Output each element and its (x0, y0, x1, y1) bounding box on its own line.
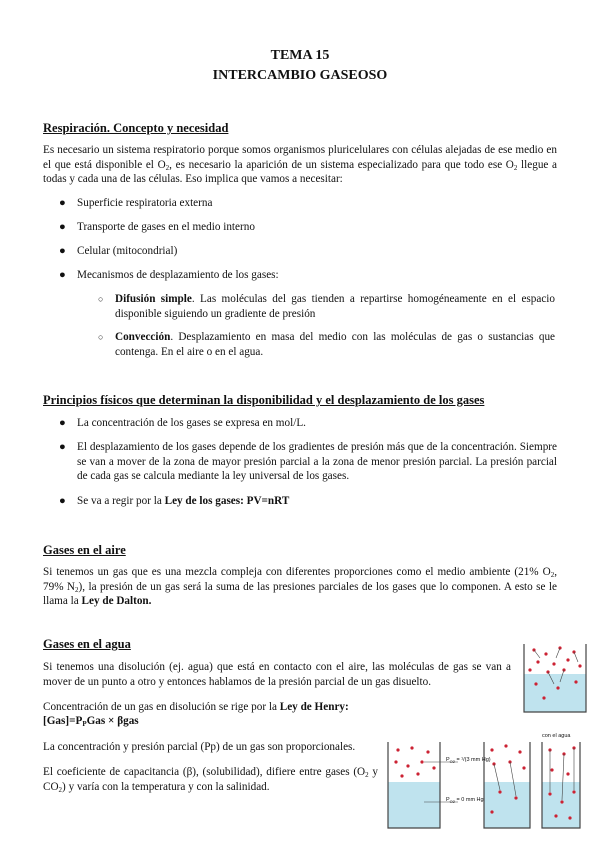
disolucion-paragraph: Si tenemos una disolución (ej. agua) que está en contacto con el aire, las moléculas de gas se van a mover de un punto a otro y entonces hablamos de la presión parcial de un gas disuelto. (43, 661, 511, 688)
section-heading-principios: Principios físicos que determinan la disponibilidad y el desplazamiento de los gases (43, 393, 485, 407)
three-beakers-figure (384, 732, 584, 832)
dalton-paragraph: Si tenemos un gas que es una mezcla compleja con diferentes proporciones como el medio ambiente (21% $O_2$, 79% $N_2$), la presión de un gas será la suma de las presiones parciales de los gases que lo componen. A esto se le llama la Ley de Dalton. (43, 566, 558, 608)
beaker-diffusion-figure (520, 640, 590, 716)
section-heading-gases-aire: Gases en el aire (43, 543, 126, 557)
section-heading-respiracion: Respiración. Concepto y necesidad (43, 121, 229, 135)
henry-paragraph: Concentración de un gas en disolución se rige por la Ley de Henry: (43, 701, 349, 713)
capacitancia-paragraph: El coeficiente de capacitancia (β), (solubilidad), difiere entre gases ($O_2$ y $CO_2$) y varía con la temperatura y con la salinidad. (43, 766, 379, 794)
section-heading-gases-agua: Gases en el agua (43, 637, 131, 651)
figure-label-top: $P_{O2} = ^1/(3$ mm Hg) (446, 757, 491, 764)
intro-paragraph: Es necesario un sistema respiratorio porque somos organismos pluricelulares con células alejadas de ese medio en el que está disponible el $O_2$, es necesario la aparición de un sistema especializado para que todo ese $O_2$ llegue a todas y cada una de las células. Eso implica que vamos a necesitar: (43, 144, 557, 186)
figure-label-corner: con el agua (542, 733, 571, 739)
page-subtitle: INTERCAMBIO GASEOSO (212, 68, 388, 83)
page-title: TEMA 15 (270, 48, 330, 63)
document-page: TEMA 15 INTERCAMBIO GASEOSO Respiración. Concepto y necesidad Es necesario un sistema respiratorio porque somos organismos pluricelulares con células alejadas de ese medio en el que está disponible el $O_2$, es necesario la aparición de un sistema especializado para que todo ese $O_2$ llegue a todas y cada una de las células. Eso implica que vamos a necesitar: ● Superficie respiratoria externa ● Transporte de gases en el medio interno ● Celular (mitocondrial) ● Mecanismos de desplazamiento de los gases: ○ Difusión simple. Las moléculas del gas tienden a repartirse homogéneamente en el espacio disponible siguiendo un gradiente de presión ○ Convección. Desplazamiento en masa del medio con las moléculas de gas o sustancias que contenga. En el aire o en el agua. Principios físicos que determinan la disponibilidad y el desplazamiento de los gases ● La concentración de los gases se expresa en mol/L. ● El desplazamiento de los gases depende de los gradientes de presión más que de la concentración. Siempre se van a mover de la zona de mayor presión parcial a la zona de menor presión parcial. La presión parcial de cada gas se calcula mediante la ley universal de los gases. ● Se va a regir por la Ley de los gases: PV=nRT Gases en el aire Si tenemos un gas que es una mezcla compleja con diferentes proporciones como el medio ambiente (21% $O_2$, 79% $N_2$), la presión de un gas será la suma de las presiones parciales de los gases que lo componen. A esto se le llama la Ley de Dalton. Gases en el agua Si tenemos una disolución (ej. agua) que está en contacto con el aire, las moléculas de gas se van a mover de un punto a otro y entonces hablamos de la presión parcial de un gas disuelto. Concentración de un gas en disolución se rige por la Ley de Henry: $[Gas]=P_PGas \times \beta gas$ La concentración y presión parcial (Pp) de un gas son proporcionales. El coeficiente de capacitancia (β), (solubilidad), difiere entre gases ($O_2$ y $CO_2$) y varía con la temperatura y con la salinidad. $P_{O2} = ^1/(3$ mm Hg) $P_{O2} = 0$ mm Hg con el agua (0, 0, 600, 848)
figure-label-bottom: $P_{O2} = 0$ mm Hg (446, 797, 484, 804)
henry-formula: $[Gas]=P_PGas \times \beta gas$ (43, 715, 139, 728)
proporcional-paragraph: La concentración y presión parcial (Pp) de un gas son proporcionales. (43, 741, 356, 753)
